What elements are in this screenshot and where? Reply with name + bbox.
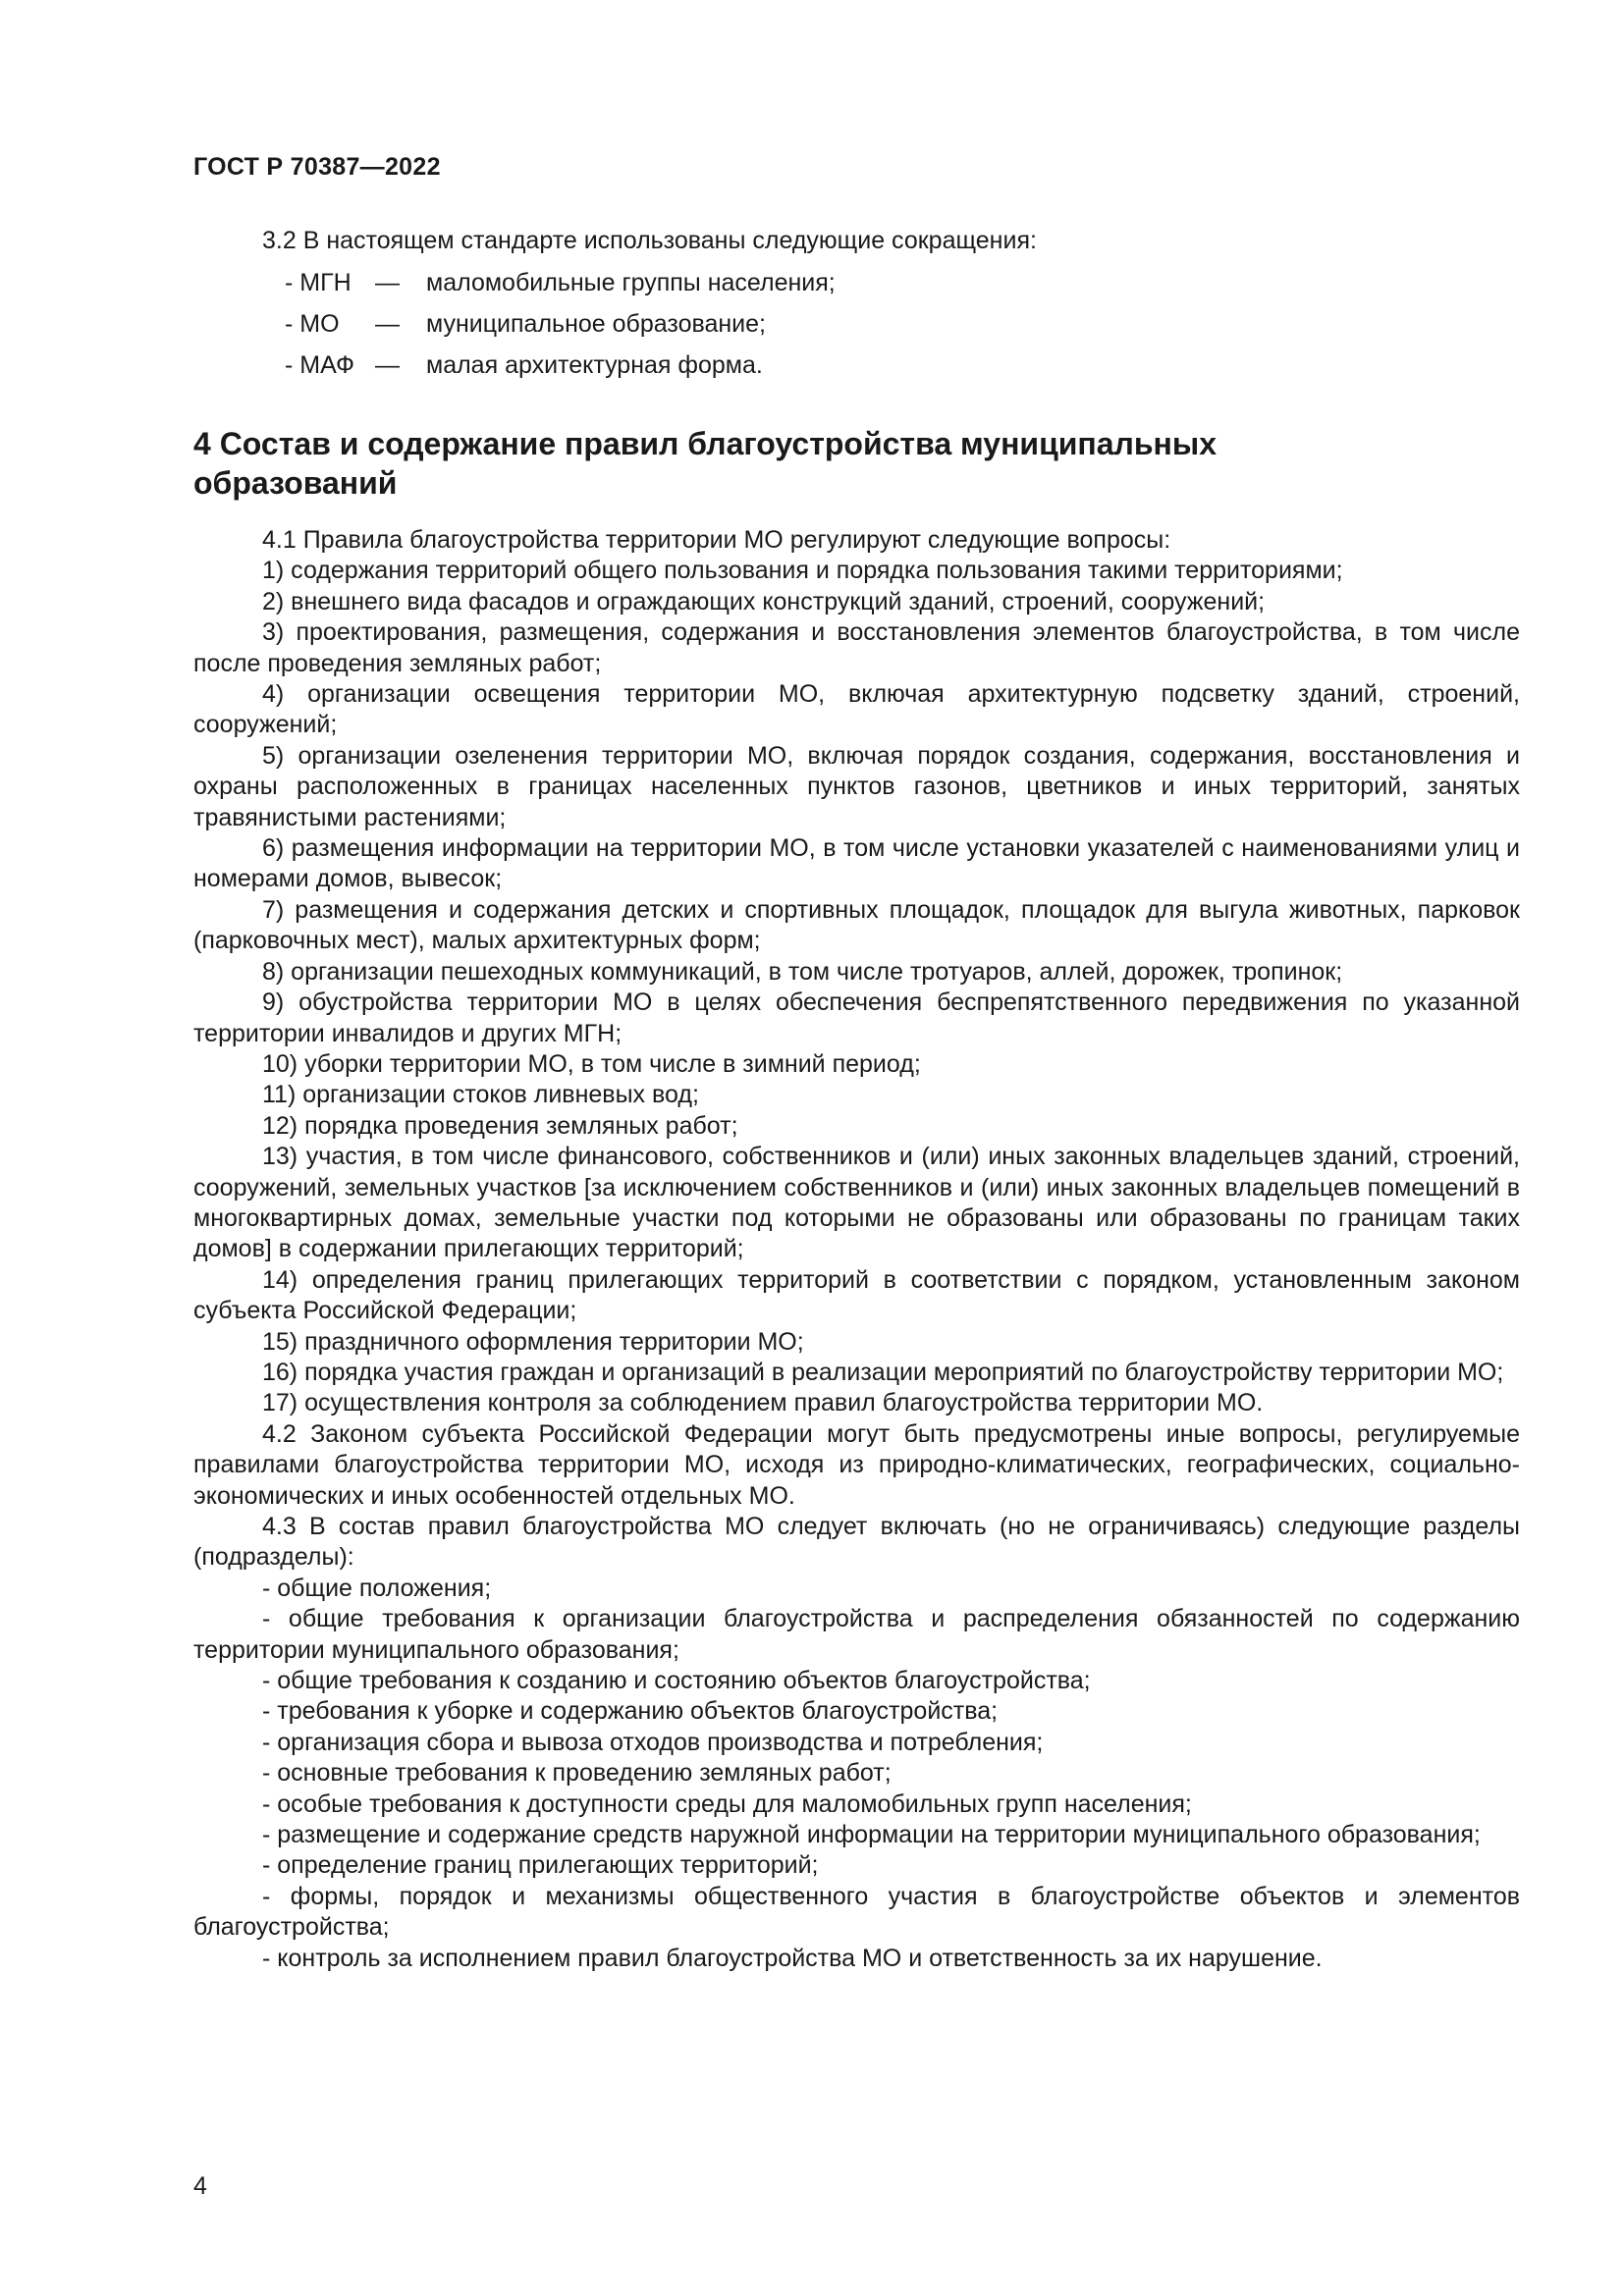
paragraph: 4.3 В состав правил благоустройства МО следует включать (но не ограничиваясь) следующие разделы (подразделы): xyxy=(193,1513,1520,1572)
paragraph: - особые требования к доступности среды для маломобильных групп населения; xyxy=(262,1789,1192,1818)
abbreviation-dash: — xyxy=(375,310,400,338)
paragraph: 4.2 Законом субъекта Российской Федерации могут быть предусмотрены иные вопросы, регулируемые правилами благоустройства территории МО, исходя из природно-климатических, географических, социально-экономических и иных особенностей отдельных МО. xyxy=(193,1419,1520,1510)
abbreviation-item xyxy=(285,310,836,351)
abbreviation-item xyxy=(285,269,836,310)
abbreviation-dash: — xyxy=(375,351,400,379)
paragraph: 7) размещения и содержания детских и спортивных площадок, площадок для выгула животных, парковок (парковочных мест), малых архитектурных форм; xyxy=(193,895,1520,955)
paragraph: - общие требования к организации благоустройства и распределения обязанностей по содержанию территории муниципального образования; xyxy=(193,1605,1520,1664)
paragraph: - основные требования к проведению земляных работ; xyxy=(262,1759,892,1788)
section-4-body xyxy=(193,525,1520,1974)
paragraph: 13) участия, в том числе финансового, собственников и (или) иных законных владельцев зданий, строений, сооружений, земельных участков [за исключением собственников и (или) иных законных владельцев помещений в многоквартирных домах, земельные участки под которыми не образованы или образованы по границам таких домов] в содержании прилегающих территорий; xyxy=(193,1143,1520,1263)
abbreviation-dash: — xyxy=(375,269,400,296)
abbreviation-term: - МГН xyxy=(285,269,352,296)
abbreviation-term: - МАФ xyxy=(285,351,354,379)
paragraph: 11) организации стоков ливневых вод; xyxy=(262,1081,699,1109)
paragraph: 10) уборки территории МО, в том числе в зимний период; xyxy=(262,1049,921,1078)
paragraph: 12) порядка проведения земляных работ; xyxy=(262,1111,738,1140)
paragraph: 9) обустройства территории МО в целях обеспечения беспрепятственного передвижения по указанной территории инвалидов и других МГН; xyxy=(193,988,1520,1047)
paragraph: - контроль за исполнением правил благоустройства МО и ответственность за их нарушение. xyxy=(262,1944,1323,1972)
paragraph: - формы, порядок и механизмы общественного участия в благоустройстве объектов и элементов благоустройства; xyxy=(193,1882,1520,1942)
paragraph: - требования к уборке и содержанию объектов благоустройства; xyxy=(262,1697,999,1726)
paragraph: 1) содержания территорий общего пользования и порядка пользования такими территориями; xyxy=(262,557,1343,585)
paragraph: 4.1 Правила благоустройства территории МО регулируют следующие вопросы: xyxy=(262,526,1171,554)
abbreviation-item xyxy=(285,351,836,393)
paragraph: 16) порядка участия граждан и организаций в реализации мероприятий по благоустройству территории МО; xyxy=(262,1358,1504,1386)
paragraph: - определение границ прилегающих территорий; xyxy=(262,1851,819,1880)
paragraph: - организация сбора и вывоза отходов производства и потребления; xyxy=(262,1728,1044,1756)
paragraph: 8) организации пешеходных коммуникаций, в том числе тротуаров, аллей, дорожек, тропинок; xyxy=(262,957,1343,986)
abbreviation-term: - МО xyxy=(285,310,340,338)
paragraph: - общие требования к созданию и состоянию объектов благоустройства; xyxy=(262,1667,1091,1695)
document-code-header: ГОСТ Р 70387—2022 xyxy=(193,153,441,181)
abbreviation-definition: малая архитектурная форма. xyxy=(426,351,763,379)
paragraph: 17) осуществления контроля за соблюдением правил благоустройства территории МО. xyxy=(262,1389,1264,1417)
paragraph: 5) организации озеленения территории МО, включая порядок создания, содержания, восстановления и охраны расположенных в границах населенных пунктов газонов, цветников и иных территорий, занятых травянистыми растениями; xyxy=(193,741,1520,831)
page-number: 4 xyxy=(193,2172,207,2200)
section-4-title: 4 Состав и содержание правил благоустройства муниципальных образований xyxy=(193,426,1217,501)
paragraph: - размещение и содержание средств наружной информации на территории муниципального образования; xyxy=(262,1821,1481,1849)
paragraph: 2) внешнего вида фасадов и ограждающих конструкций зданий, строений, сооружений; xyxy=(262,587,1266,615)
abbreviations-list xyxy=(285,269,836,393)
abbreviation-definition: муниципальное образование; xyxy=(426,310,766,338)
paragraph: 14) определения границ прилегающих территорий в соответствии с порядком, установленным законом субъекта Российской Федерации; xyxy=(193,1265,1520,1325)
paragraph: 3) проектирования, размещения, содержания и восстановления элементов благоустройства, в том числе после проведения земляных работ; xyxy=(193,618,1520,677)
abbreviations-intro: 3.2 В настоящем стандарте использованы следующие сокращения: xyxy=(262,227,1037,254)
paragraph: - общие положения; xyxy=(262,1574,492,1602)
paragraph: 15) праздничного оформления территории МО; xyxy=(262,1327,804,1356)
paragraph: 4) организации освещения территории МО, включая архитектурную подсветку зданий, строений, сооружений; xyxy=(193,680,1520,739)
abbreviation-definition: маломобильные группы населения; xyxy=(426,269,836,296)
paragraph: 6) размещения информации на территории МО, в том числе установки указателей с наименованиями улиц и номерами домов, вывесок; xyxy=(193,834,1520,893)
